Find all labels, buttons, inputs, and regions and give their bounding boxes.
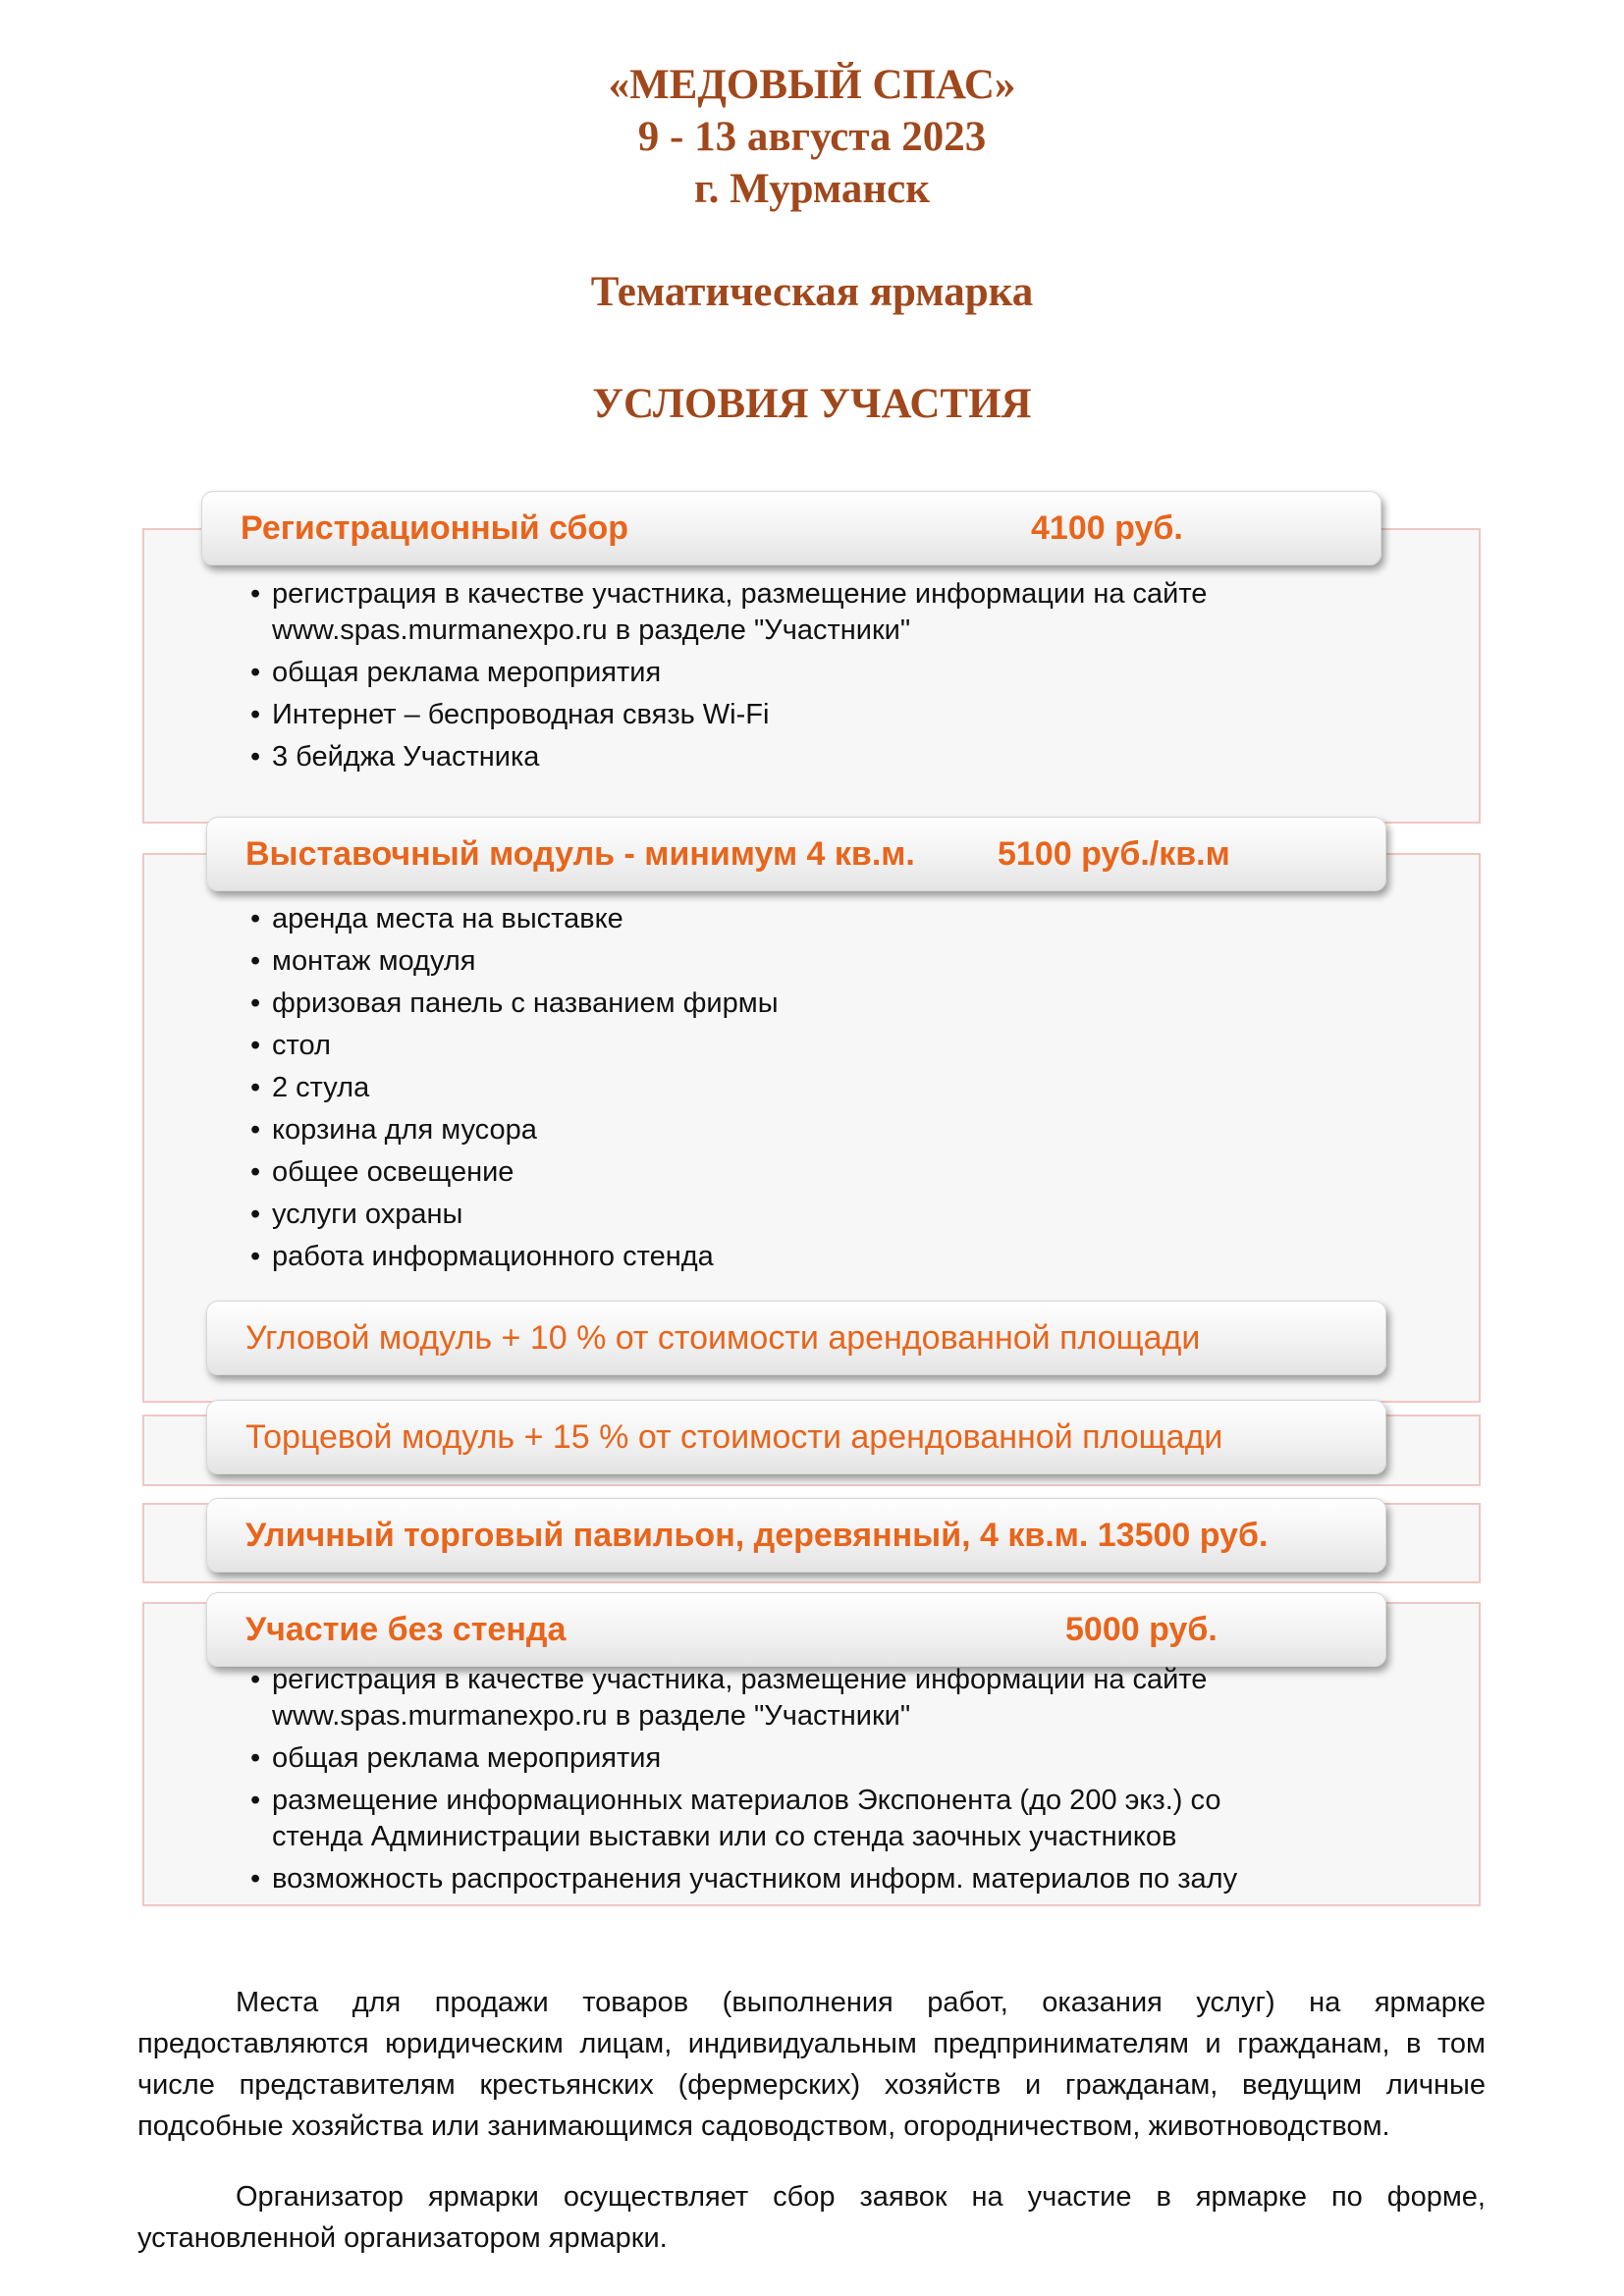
- registration-header-bar: [201, 491, 1381, 565]
- list-item: • общее освещение: [250, 1154, 1291, 1191]
- nostand-price: 5000 руб.: [1065, 1611, 1218, 1648]
- list-item: • Интернет – беспроводная связь Wi-Fi: [250, 697, 1291, 733]
- list-item: • возможность распространения участником информ. материалов по залу: [250, 1861, 1291, 1897]
- list-item: • работа информационного стенда: [250, 1239, 1291, 1275]
- registration-title: Регистрационный сбор: [241, 509, 629, 547]
- section-title: УСЛОВИЯ УЧАСТИЯ: [592, 381, 1032, 427]
- document-header: [0, 59, 1624, 215]
- pavilion-bar: [206, 1498, 1386, 1573]
- list-item: • стол: [250, 1028, 1291, 1064]
- module-list: [250, 901, 1291, 1281]
- list-item: • 2 стула: [250, 1070, 1291, 1106]
- list-item: • регистрация в качестве участника, размещение информации на сайте www.spas.murmanexpo.ru в разделе "Участники": [250, 1662, 1291, 1735]
- module-title: Выставочный модуль - минимум 4 кв.м.: [245, 835, 915, 873]
- pavilion-text: Уличный торговый павильон, деревянный, 4 кв.м. 13500 руб.: [245, 1517, 1269, 1554]
- list-item: • монтаж модуля: [250, 943, 1291, 980]
- paragraph-organizer: Организатор ярмарки осуществляет сбор заявок на участие в ярмарке по форме, установленной организатором ярмарки.: [137, 2181, 1486, 2254]
- list-item: • размещение информационных материалов Экспонента (до 200 экз.) со стенда Администрации выставки или со стенда заочных участников: [250, 1783, 1291, 1855]
- end-module-bar: [206, 1400, 1386, 1474]
- list-item: • регистрация в качестве участника, размещение информации на сайте www.spas.murmanexpo.ru в разделе "Участники": [250, 576, 1291, 649]
- list-item: • аренда места на выставке: [250, 901, 1291, 937]
- list-item: • 3 бейджа Участника: [250, 739, 1291, 775]
- event-dates: 9 - 13 августа 2023: [637, 114, 987, 160]
- list-item: • услуги охраны: [250, 1197, 1291, 1233]
- registration-list: [250, 576, 1291, 781]
- event-title: «МЕДОВЫЙ СПАС»: [608, 62, 1016, 108]
- nostand-header-bar: [206, 1592, 1386, 1667]
- list-item: • фризовая панель с названием фирмы: [250, 986, 1291, 1022]
- end-module-text: Торцевой модуль + 15 % от стоимости арендованной площади: [245, 1418, 1223, 1456]
- event-subtitle: Тематическая ярмарка: [590, 269, 1034, 315]
- corner-module-bar: [206, 1301, 1386, 1375]
- list-item: • общая реклама мероприятия: [250, 1740, 1291, 1777]
- module-header-bar: [206, 817, 1386, 891]
- registration-price: 4100 руб.: [1031, 509, 1183, 547]
- module-price: 5100 руб./кв.м: [998, 835, 1230, 873]
- nostand-list: [250, 1662, 1291, 1903]
- list-item: • общая реклама мероприятия: [250, 655, 1291, 691]
- list-item: • корзина для мусора: [250, 1112, 1291, 1148]
- corner-module-text: Угловой модуль + 10 % от стоимости арендованной площади: [245, 1319, 1201, 1357]
- event-city: г. Мурманск: [693, 166, 931, 212]
- paragraph-trade-places: Места для продажи товаров (выполнения работ, оказания услуг) на ярмарке предоставляются юридическим лицам, индивидуальным предпринимателям и гражданам, в том числе представителям крестьянских (фермерских) хозяйств и гражданам, ведущим личные подсобные хозяйства или занимающимся садоводством, огородничеством, животноводством.: [137, 1987, 1486, 2142]
- nostand-title: Участие без стенда: [245, 1611, 567, 1648]
